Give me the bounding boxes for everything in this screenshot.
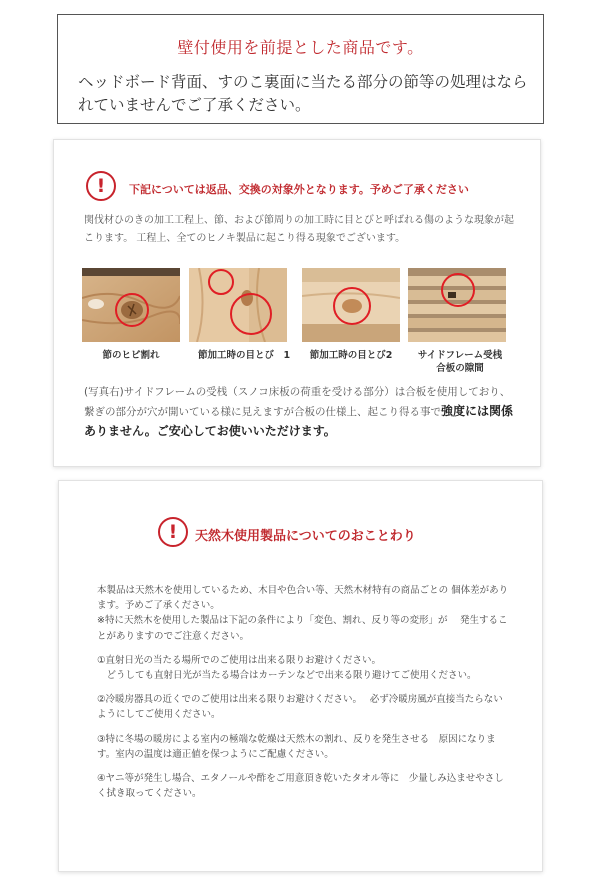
- natural-wood-paragraph: ①直射日光の当たる場所でのご使用は出来る限りお避けください。 どうしても直射日光が当たる場合はカーテンなどで出来る限り避けてご使用ください。: [97, 654, 477, 682]
- notice-body: ヘッドボード背面、すのこ裏面に当たる部分の節等の処理はなられていませんでご了承ください。: [78, 73, 528, 114]
- knot-skip-1-image: [189, 268, 287, 342]
- warning-icon: [158, 517, 188, 547]
- returns-exclusion-panel: [53, 139, 541, 467]
- warning-icon: [86, 171, 116, 201]
- photo-side-frame-gap: [408, 268, 506, 342]
- photo-knot-crack: [82, 268, 180, 342]
- photo-caption: 節加工時の目とび 1: [197, 350, 291, 361]
- natural-wood-heading: 天然木使用製品についてのおことわり: [195, 529, 416, 544]
- side-frame-note-bold: 強度には関係ありません。ご安心してお使いいただけます。: [84, 404, 514, 438]
- photo-caption: 節のヒビ割れ: [102, 350, 160, 361]
- natural-wood-paragraph: ④ヤニ等が発生し場合、エタノールや酢をご用意頂き乾いたタオル等に 少量しみ込ませやさしく拭き取ってください。: [97, 773, 504, 800]
- knot-skip-2-image: [302, 268, 400, 342]
- knot-crack-image: [82, 268, 180, 342]
- wall-mount-notice-box: [57, 14, 544, 124]
- photo-knot-skip-2: [302, 268, 400, 342]
- returns-intro: 関伐材ひのきの加工工程上、節、および節周りの加工時に目とびと呼ばれる傷のような現象が起こります。 工程上、全てのヒノキ製品に起こり得る現象でございます。: [84, 215, 514, 244]
- photo-caption: 節加工時の目とび2: [309, 350, 393, 361]
- side-frame-gap-image: [408, 268, 506, 342]
- returns-heading: 下記については返品、交換の対象外となります。予めご了承ください: [129, 183, 469, 196]
- natural-wood-paragraph: ②冷暖房器具の近くでのご使用は出来る限りお避けください。 必ず冷暖房風が直接当たらないようにしてご使用ください。: [97, 694, 503, 721]
- natural-wood-panel: [58, 480, 543, 872]
- notice-title: 壁付使用を前提とした商品です。: [177, 38, 424, 57]
- photo-caption: サイドフレーム受桟 合板の隙間: [417, 350, 503, 374]
- photo-knot-skip-1: [189, 268, 287, 342]
- natural-wood-body: [97, 583, 509, 810]
- side-frame-note: [84, 383, 516, 442]
- natural-wood-paragraph: ③特に冬場の暖房による室内の極端な乾燥は天然木の割れ、反りを発生させる 原因になります。室内の温度は適正値を保つようにご配慮ください。: [97, 733, 496, 760]
- side-frame-note-text: (写真右)サイドフレームの受桟（スノコ床板の荷重を受ける部分）は合板を使用しており、繋ぎの部分が穴が開いている様に見えますが合板の仕様上、起こり得る事で: [84, 386, 511, 418]
- natural-wood-paragraph: 本製品は天然木を使用しているため、木目や色合い等、天然木材特有の商品ごとの 個体差があります。予めご了承ください。 ※特に天然木を使用した製品は下記の条件により「変色、割れ、反り等の変形」が 発生することがありますのでご注意ください。: [97, 585, 509, 642]
